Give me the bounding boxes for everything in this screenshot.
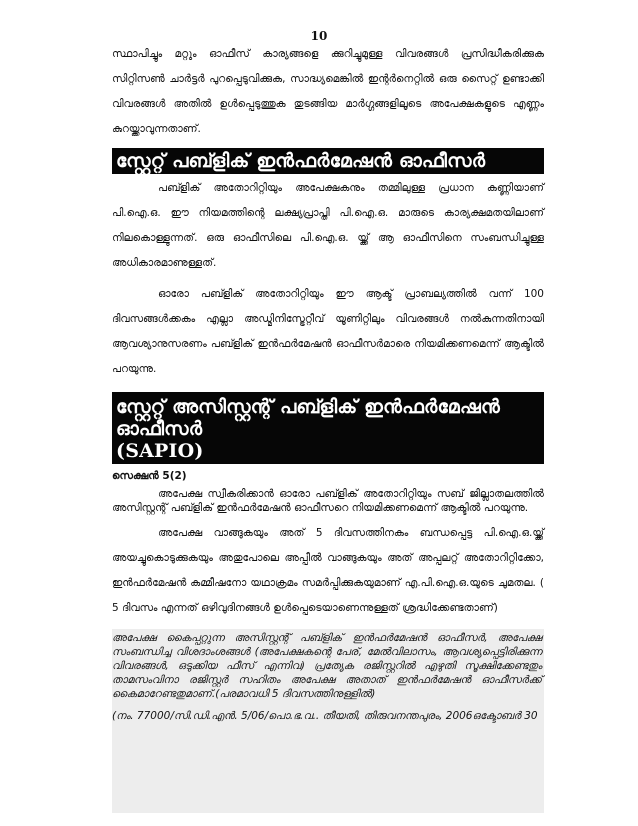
spio-heading-text: സ്റ്റേറ്റ് പബ്ളിക് ഇൻഫർമേഷൻ ഓഫീസർ xyxy=(116,150,486,172)
sapio-heading xyxy=(112,392,544,464)
sapio-heading-text: സ്റ്റേറ്റ് അസിസ്റ്റന്റ് പബ്ളിക് ഇൻഫർമേഷൻ ഓഫീസർ xyxy=(116,396,500,440)
sapio-paragraph-2: അപേക്ഷ വാങ്ങുകയും അത് 5 ദിവസത്തിനകം ബന്ധപ്പെട്ട പി.ഐ.ഒ.യ്ക്ക് അയച്ചുകൊടുക്കുകയും അതുപോലെ അപ്പീൽ വാങ്ങുകയും അത് അപ്പലറ്റ് അതോറിറ്റിക്കോ, ഇൻഫർമേഷൻ കമ്മീഷനോ യഥാക്രമം സമർപ്പിക്കുകയുമാണ് എ.പി.ഐ.ഒ.യുടെ ചുമതല. ( 5 ദിവസം എന്നത് ഒഴിവുദിനങ്ങൾ ഉൾപ്പെടെയാണെന്നുള്ളത് ശ്രദ്ധിക്കേണ്ടതാണ്) xyxy=(112,527,544,614)
spio-heading xyxy=(112,148,544,198)
spio-paragraph-2: ഓരോ പബ്ളിക് അതോറിറ്റിയും ഈ ആക്ട് പ്രാബല്യത്തിൽ വന്ന് 100 ദിവസങ്ങൾക്കകം എല്ലാ അഡ്മിനിസ്ട്രേറ്റീവ് യൂണിറ്റിലും വിവരങ്ങൾ നൽകുന്നതിനായി ആവശ്യാനുസരണം പബ്ളിക് ഇൻഫർമേഷൻ ഓഫീസർമാരെ നിയമിക്കണമെന്ന് ആക്ടിൽ പറയുന്നു. xyxy=(112,288,544,375)
order-reference: (നം. 77000/സി.ഡി.എൻ. 5/06/പൊ.ഭ.വ.. തീയതി, തിരുവനന്തപുരം, 2006ഒക്ടോബർ 30 xyxy=(112,710,538,722)
sapio-paragraph-1: അപേക്ഷ സ്വീകരിക്കാൻ ഓരോ പബ്ളിക് അതോറിറ്റിയും സബ് ജില്ലാതലത്തിൽ അസിസ്റ്റന്റ് പബ്ളിക് ഇൻഫർമേഷൻ ഓഫീസറെ നിയമിക്കണമെന്ന് ആക്ടിൽ പറയുന്നു. xyxy=(112,488,544,514)
intro-paragraph: സ്ഥാപിച്ചും മറ്റും ഓഫീസ് കാര്യങ്ങളെ ക്കുറിച്ചുമുള്ള വിവരങ്ങൾ പ്രസിദ്ധീകരിക്കുക സിറ്റിസൺ ചാർട്ടർ പുറപ്പെടുവിക്കുക, സാദ്ധ്യമെങ്കിൽ ഇന്റർനെറ്റിൽ ഒരു സൈറ്റ് ഉണ്ടാക്കി വിവരങ്ങൾ അതിൽ ഉൾപ്പെടുത്തുക തുടങ്ങിയ മാർഗ്ഗങ്ങളിലൂടെ അപേക്ഷകളുടെ എണ്ണം കുറയ്ക്കാവുന്നതാണ്. xyxy=(112,48,544,135)
order-note-box xyxy=(112,629,544,813)
sapio-heading-abbr: (SAPIO) xyxy=(116,440,204,462)
page-number: 10 xyxy=(310,29,328,43)
section-label: സെക്ഷൻ 5(2) xyxy=(112,470,187,482)
spio-heading-abbr: (SPIO) xyxy=(116,176,189,198)
spio-paragraph-1: പബ്ളിക് അതോറിറ്റിയും അപേക്ഷകനും തമ്മിലുള്ള പ്രധാന കണ്ണിയാണ് പി.ഐ.ഒ. ഈ നിയമത്തിന്റെ ലക്ഷ്യപ്രാപ്തി പി.ഐ.ഒ. മാരുടെ കാര്യക്ഷമതയിലാണ് നിലകൊള്ളുന്നത്. ഒരു ഓഫീസിലെ പി.ഐ.ഒ. യ്ക്ക് ആ ഓഫീസിനെ സംബന്ധിച്ചുള്ള അധികാരമാണുള്ളത്. xyxy=(112,182,544,269)
document-body xyxy=(112,42,544,813)
order-note-paragraph: അപേക്ഷ കൈപ്പറ്റുന്ന അസിസ്റ്റന്റ് പബ്ളിക് ഇൻഫർമേഷൻ ഓഫീസർ, അപേക്ഷ സംബന്ധിച്ച വിശദാംശങ്ങൾ (അപേക്ഷകന്റെ പേര്, മേൽവിലാസം, ആവശ്യപ്പെട്ടിരിക്കുന്ന വിവരങ്ങൾ, ഒടുക്കിയ ഫീസ് എന്നിവ) പ്രത്യേക രജിസ്റ്ററിൽ എഴുതി സൂക്ഷിക്കേണ്ടതും താമസംവിനാ രജിസ്റ്റർ സഹിതം അപേക്ഷ അതാത് ഇൻഫർമേഷൻ ഓഫീസർക്ക് കൈമാറേണ്ടതുമാണ്.(പരമാവധി 5 ദിവസത്തിനുള്ളിൽ) xyxy=(112,632,542,700)
